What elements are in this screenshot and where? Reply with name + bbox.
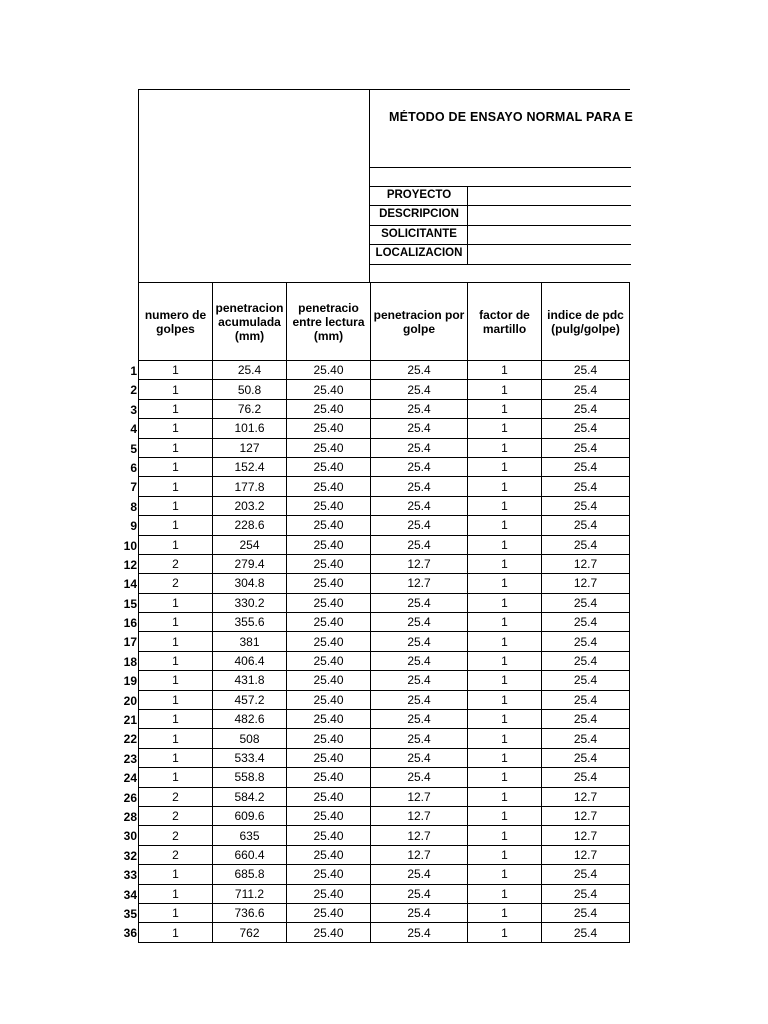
table-cell: 1	[139, 632, 213, 651]
table-cell: 127	[213, 438, 287, 457]
table-row	[139, 845, 630, 864]
table-row	[139, 923, 630, 942]
table-cell: 1	[468, 768, 542, 787]
table-row	[139, 865, 630, 884]
table-cell: 1	[139, 419, 213, 438]
table-cell: 1	[139, 613, 213, 632]
table-cell: 25.40	[287, 438, 371, 457]
table-cell: 25.4	[371, 399, 468, 418]
table-cell: 25.40	[287, 613, 371, 632]
table-cell: 25.4	[371, 729, 468, 748]
table-cell: 25.4	[542, 419, 630, 438]
row-number-column	[100, 360, 138, 942]
row-number: 15	[123, 596, 137, 611]
table-cell: 1	[468, 651, 542, 670]
info-column-divider	[467, 186, 468, 264]
row-number: 4	[130, 422, 137, 437]
pdc-data-table	[138, 282, 630, 943]
info-label-proyecto: PROYECTO	[386, 189, 452, 201]
table-row	[139, 787, 630, 806]
row-number: 32	[123, 848, 137, 863]
row-number: 10	[123, 538, 137, 553]
table-cell: 25.40	[287, 923, 371, 942]
table-cell: 584.2	[213, 787, 287, 806]
row-number: 17	[123, 635, 137, 650]
column-header-numero-golpes: numero de golpes	[139, 283, 213, 361]
table-cell: 12.7	[371, 806, 468, 825]
table-cell: 1	[468, 399, 542, 418]
table-row	[139, 438, 630, 457]
table-cell: 25.40	[287, 826, 371, 845]
table-cell: 25.4	[371, 535, 468, 554]
table-cell: 25.4	[371, 361, 468, 380]
table-cell: 1	[468, 574, 542, 593]
table-cell: 1	[139, 865, 213, 884]
table-cell: 25.40	[287, 419, 371, 438]
table-cell: 25.4	[371, 923, 468, 942]
table-cell: 1	[139, 399, 213, 418]
table-cell: 50.8	[213, 380, 287, 399]
table-cell: 177.8	[213, 477, 287, 496]
info-label-solicitante: SOLICITANTE	[381, 228, 457, 240]
row-number: 28	[123, 809, 137, 824]
table-cell: 1	[139, 923, 213, 942]
table-cell: 25.4	[371, 593, 468, 612]
table-cell: 1	[468, 826, 542, 845]
table-cell: 25.40	[287, 884, 371, 903]
table-cell: 25.4	[542, 748, 630, 767]
table-row	[139, 690, 630, 709]
table-cell: 381	[213, 632, 287, 651]
row-number: 36	[123, 926, 137, 941]
header-frame	[138, 89, 633, 282]
table-row	[139, 826, 630, 845]
row-number: 3	[130, 402, 137, 417]
table-cell: 25.40	[287, 535, 371, 554]
table-row	[139, 613, 630, 632]
table-cell: 25.40	[287, 399, 371, 418]
table-cell: 12.7	[371, 845, 468, 864]
table-cell: 25.4	[371, 671, 468, 690]
table-cell: 254	[213, 535, 287, 554]
table-cell: 25.4	[542, 535, 630, 554]
table-cell: 330.2	[213, 593, 287, 612]
table-cell: 203.2	[213, 496, 287, 515]
table-cell: 1	[468, 671, 542, 690]
row-number: 30	[123, 829, 137, 844]
table-cell: 25.4	[542, 496, 630, 515]
table-cell: 25.4	[371, 613, 468, 632]
row-number: 9	[130, 519, 137, 534]
table-cell: 101.6	[213, 419, 287, 438]
table-cell: 25.40	[287, 806, 371, 825]
table-cell: 25.40	[287, 903, 371, 922]
table-cell: 457.2	[213, 690, 287, 709]
table-row	[139, 535, 630, 554]
table-cell: 25.4	[371, 690, 468, 709]
table-cell: 1	[468, 632, 542, 651]
table-cell: 12.7	[542, 845, 630, 864]
table-cell: 25.4	[213, 361, 287, 380]
table-cell: 635	[213, 826, 287, 845]
table-cell: 25.4	[542, 729, 630, 748]
table-cell: 406.4	[213, 651, 287, 670]
table-cell: 25.4	[542, 477, 630, 496]
table-cell: 660.4	[213, 845, 287, 864]
header-divider	[370, 167, 631, 168]
table-cell: 1	[139, 903, 213, 922]
table-cell: 25.40	[287, 768, 371, 787]
row-number: 35	[123, 906, 137, 921]
row-number: 21	[123, 713, 137, 728]
table-cell: 25.40	[287, 710, 371, 729]
table-cell: 25.4	[542, 516, 630, 535]
row-number: 23	[123, 751, 137, 766]
table-row	[139, 457, 630, 476]
table-cell: 25.40	[287, 671, 371, 690]
table-row	[139, 554, 630, 573]
table-cell: 1	[468, 554, 542, 573]
table-cell: 25.4	[542, 613, 630, 632]
table-cell: 1	[468, 903, 542, 922]
logo-area	[139, 90, 370, 282]
table-cell: 25.4	[371, 516, 468, 535]
table-row	[139, 903, 630, 922]
table-cell: 1	[468, 865, 542, 884]
table-row	[139, 671, 630, 690]
row-number: 20	[123, 693, 137, 708]
row-number: 2	[130, 383, 137, 398]
row-number: 24	[123, 771, 137, 786]
table-cell: 355.6	[213, 613, 287, 632]
table-cell: 558.8	[213, 768, 287, 787]
table-row	[139, 574, 630, 593]
table-row	[139, 748, 630, 767]
table-cell: 25.40	[287, 865, 371, 884]
table-cell: 1	[468, 884, 542, 903]
table-cell: 25.40	[287, 787, 371, 806]
table-cell: 1	[468, 787, 542, 806]
table-row	[139, 632, 630, 651]
table-cell: 711.2	[213, 884, 287, 903]
table-cell: 12.7	[542, 574, 630, 593]
info-label-localizacion: LOCALIZACION	[375, 247, 463, 259]
table-cell: 12.7	[371, 554, 468, 573]
table-row	[139, 477, 630, 496]
table-cell: 12.7	[542, 554, 630, 573]
table-cell: 25.4	[371, 457, 468, 476]
table-cell: 1	[468, 923, 542, 942]
table-cell: 25.4	[371, 710, 468, 729]
table-cell: 1	[468, 477, 542, 496]
row-number: 6	[130, 460, 137, 475]
table-cell: 1	[468, 496, 542, 515]
table-cell: 25.4	[542, 865, 630, 884]
column-header-factor-martillo: factor de martillo	[468, 283, 542, 361]
table-cell: 1	[468, 806, 542, 825]
table-cell: 12.7	[542, 787, 630, 806]
table-cell: 25.4	[371, 477, 468, 496]
table-cell: 1	[468, 516, 542, 535]
table-cell: 25.40	[287, 690, 371, 709]
table-cell: 1	[468, 438, 542, 457]
table-header-row	[139, 283, 630, 361]
table-cell: 25.40	[287, 748, 371, 767]
table-cell: 1	[468, 593, 542, 612]
table-cell: 25.4	[542, 903, 630, 922]
table-cell: 25.4	[542, 361, 630, 380]
table-row	[139, 419, 630, 438]
table-cell: 1	[139, 361, 213, 380]
table-cell: 508	[213, 729, 287, 748]
table-cell: 431.8	[213, 671, 287, 690]
column-header-penetracion-entre-lectura: penetracio entre lectura (mm)	[287, 283, 371, 361]
table-cell: 2	[139, 826, 213, 845]
table-cell: 1	[139, 593, 213, 612]
table-cell: 1	[468, 457, 542, 476]
table-row	[139, 651, 630, 670]
table-cell: 25.40	[287, 574, 371, 593]
table-cell: 12.7	[542, 806, 630, 825]
table-cell: 1	[468, 690, 542, 709]
table-cell: 1	[139, 477, 213, 496]
table-cell: 25.40	[287, 554, 371, 573]
table-cell: 1	[139, 748, 213, 767]
table-cell: 25.4	[542, 457, 630, 476]
table-cell: 1	[468, 710, 542, 729]
table-cell: 1	[139, 516, 213, 535]
table-cell: 25.4	[371, 865, 468, 884]
table-cell: 25.4	[371, 651, 468, 670]
table-cell: 25.4	[371, 419, 468, 438]
table-cell: 1	[139, 710, 213, 729]
table-cell: 25.40	[287, 845, 371, 864]
table-row	[139, 399, 630, 418]
table-cell: 25.40	[287, 496, 371, 515]
table-cell: 482.6	[213, 710, 287, 729]
row-number: 33	[123, 868, 137, 883]
table-cell: 25.4	[542, 768, 630, 787]
table-cell: 1	[139, 651, 213, 670]
table-cell: 12.7	[371, 574, 468, 593]
table-cell: 12.7	[371, 826, 468, 845]
table-cell: 762	[213, 923, 287, 942]
table-cell: 2	[139, 554, 213, 573]
table-cell: 228.6	[213, 516, 287, 535]
table-cell: 25.4	[542, 710, 630, 729]
table-cell: 25.40	[287, 457, 371, 476]
table-cell: 1	[139, 535, 213, 554]
table-cell: 736.6	[213, 903, 287, 922]
table-cell: 25.4	[371, 632, 468, 651]
table-cell: 25.40	[287, 729, 371, 748]
table-cell: 25.4	[542, 690, 630, 709]
table-cell: 25.4	[371, 903, 468, 922]
table-row	[139, 710, 630, 729]
table-cell: 25.40	[287, 361, 371, 380]
table-row	[139, 768, 630, 787]
table-cell: 25.4	[542, 593, 630, 612]
table-cell: 609.6	[213, 806, 287, 825]
table-cell: 304.8	[213, 574, 287, 593]
table-cell: 25.4	[542, 923, 630, 942]
table-cell: 1	[468, 361, 542, 380]
table-cell: 1	[139, 690, 213, 709]
table-cell: 25.4	[542, 380, 630, 399]
row-number: 18	[123, 654, 137, 669]
table-cell: 25.4	[542, 671, 630, 690]
table-cell: 25.40	[287, 477, 371, 496]
table-row	[139, 380, 630, 399]
table-cell: 25.40	[287, 380, 371, 399]
row-number: 12	[123, 557, 137, 572]
table-cell: 12.7	[542, 826, 630, 845]
column-header-penetracion-acumulada: penetracion acumulada (mm)	[213, 283, 287, 361]
table-cell: 1	[139, 671, 213, 690]
table-cell: 2	[139, 787, 213, 806]
table-cell: 25.4	[371, 496, 468, 515]
row-number: 26	[123, 790, 137, 805]
table-row	[139, 516, 630, 535]
row-number: 16	[123, 616, 137, 631]
table-cell: 25.4	[371, 768, 468, 787]
table-cell: 25.4	[371, 380, 468, 399]
table-row	[139, 496, 630, 515]
table-cell: 1	[468, 380, 542, 399]
column-header-penetracion-por-golpe: penetracion por golpe	[371, 283, 468, 361]
column-header-indice-pdc: indice de pdc (pulg/golpe)	[542, 283, 630, 361]
table-cell: 1	[468, 748, 542, 767]
table-cell: 1	[468, 419, 542, 438]
table-cell: 1	[468, 845, 542, 864]
table-cell: 25.4	[542, 438, 630, 457]
table-cell: 533.4	[213, 748, 287, 767]
table-cell: 25.4	[371, 748, 468, 767]
table-cell: 1	[468, 729, 542, 748]
row-number: 34	[123, 887, 137, 902]
table-cell: 1	[468, 613, 542, 632]
row-number: 7	[130, 480, 137, 495]
table-row	[139, 806, 630, 825]
row-number: 8	[130, 499, 137, 514]
table-cell: 1	[139, 884, 213, 903]
info-label-descripcion: DESCRIPCION	[379, 208, 459, 220]
table-cell: 25.4	[542, 632, 630, 651]
table-cell: 25.4	[371, 438, 468, 457]
table-cell: 2	[139, 845, 213, 864]
table-cell: 1	[139, 380, 213, 399]
table-row	[139, 361, 630, 380]
table-cell: 1	[139, 729, 213, 748]
table-cell: 76.2	[213, 399, 287, 418]
table-cell: 25.4	[542, 651, 630, 670]
table-row	[139, 593, 630, 612]
table-cell: 152.4	[213, 457, 287, 476]
table-cell: 25.40	[287, 632, 371, 651]
row-number: 14	[123, 577, 137, 592]
table-cell: 1	[468, 535, 542, 554]
row-number: 19	[123, 674, 137, 689]
row-number: 1	[130, 364, 137, 378]
table-cell: 25.4	[542, 399, 630, 418]
table-cell: 1	[139, 768, 213, 787]
table-cell: 25.4	[542, 884, 630, 903]
table-cell: 1	[139, 496, 213, 515]
table-cell: 25.4	[371, 884, 468, 903]
table-cell: 279.4	[213, 554, 287, 573]
table-cell: 1	[139, 457, 213, 476]
row-number: 22	[123, 732, 137, 747]
row-number: 5	[130, 441, 137, 456]
table-cell: 2	[139, 806, 213, 825]
document-title: MÉTODO DE ENSAYO NORMAL PARA E	[389, 110, 633, 124]
table-cell: 25.40	[287, 593, 371, 612]
header-divider	[370, 264, 631, 265]
table-row	[139, 729, 630, 748]
table-cell: 25.40	[287, 516, 371, 535]
table-cell: 685.8	[213, 865, 287, 884]
table-cell: 1	[139, 438, 213, 457]
table-row	[139, 884, 630, 903]
table-cell: 12.7	[371, 787, 468, 806]
table-cell: 2	[139, 574, 213, 593]
table-cell: 25.40	[287, 651, 371, 670]
